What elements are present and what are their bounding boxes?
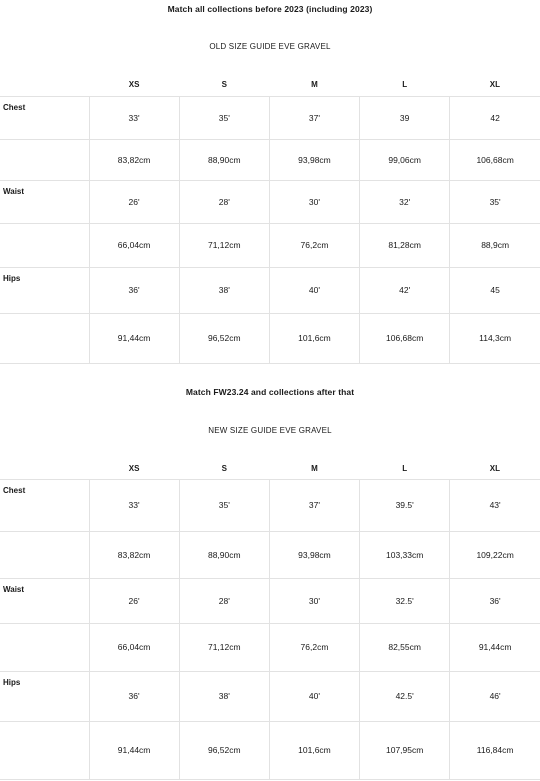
table-cell: 39 xyxy=(360,96,450,139)
table-cell: 71,12cm xyxy=(179,223,269,267)
table-cell: 45 xyxy=(450,267,540,313)
table-cell: 66,04cm xyxy=(89,223,179,267)
table-cell: 26' xyxy=(89,180,179,223)
old-section-heading: Match all collections before 2023 (including 2023) xyxy=(167,4,373,14)
table-cell: 35' xyxy=(450,180,540,223)
table-cell: 66,04cm xyxy=(89,623,179,671)
table-row xyxy=(0,267,540,313)
table-cell: 88,90cm xyxy=(179,139,269,180)
table-row xyxy=(0,223,540,267)
size-header-row xyxy=(0,458,540,479)
table-cell: 28' xyxy=(179,578,269,623)
table-cell: 36' xyxy=(450,578,540,623)
table-cell: 91,44cm xyxy=(89,721,179,779)
measure-label-hips: Hips xyxy=(0,671,89,721)
table-cell: 88,90cm xyxy=(179,531,269,578)
measure-label-empty xyxy=(0,531,89,578)
new-size-table xyxy=(0,458,540,780)
table-cell: 28' xyxy=(179,180,269,223)
table-cell: 71,12cm xyxy=(179,623,269,671)
measure-label-empty xyxy=(0,313,89,363)
table-cell: 101,6cm xyxy=(269,313,359,363)
table-cell: 93,98cm xyxy=(269,139,359,180)
table-cell: 36' xyxy=(89,267,179,313)
table-cell: 101,6cm xyxy=(269,721,359,779)
table-row xyxy=(0,623,540,671)
table-cell: 91,44cm xyxy=(450,623,540,671)
table-cell: 33' xyxy=(89,96,179,139)
table-cell: 30' xyxy=(269,180,359,223)
table-cell: 32.5' xyxy=(360,578,450,623)
table-cell: 109,22cm xyxy=(450,531,540,578)
table-cell: 46' xyxy=(450,671,540,721)
table-cell: 83,82cm xyxy=(89,531,179,578)
table-cell: 43' xyxy=(450,479,540,531)
table-cell: 39.5' xyxy=(360,479,450,531)
table-cell: 96,52cm xyxy=(179,313,269,363)
measure-label-empty xyxy=(0,721,89,779)
size-header-row xyxy=(0,74,540,96)
table-row xyxy=(0,313,540,363)
table-cell: 33' xyxy=(89,479,179,531)
table-cell: 35' xyxy=(179,479,269,531)
measure-label-empty xyxy=(0,139,89,180)
size-header-empty xyxy=(0,74,89,96)
table-cell: 114,3cm xyxy=(450,313,540,363)
table-row xyxy=(0,96,540,139)
table-row xyxy=(0,531,540,578)
size-header-xl: XL xyxy=(489,80,500,90)
table-row xyxy=(0,479,540,531)
size-header-s: S xyxy=(221,80,227,90)
measure-label-waist: Waist xyxy=(0,578,89,623)
table-cell: 38' xyxy=(179,671,269,721)
table-cell: 99,06cm xyxy=(360,139,450,180)
table-cell: 82,55cm xyxy=(360,623,450,671)
new-size-guide-title: NEW SIZE GUIDE EVE GRAVEL xyxy=(208,426,332,435)
measure-label-waist: Waist xyxy=(0,180,89,223)
table-cell: 32' xyxy=(360,180,450,223)
measure-label-chest: Chest xyxy=(0,96,89,139)
measure-label-empty xyxy=(0,623,89,671)
size-header-xs: XS xyxy=(128,80,140,90)
table-cell: 35' xyxy=(179,96,269,139)
table-cell: 106,68cm xyxy=(360,313,450,363)
table-cell: 42' xyxy=(360,267,450,313)
table-cell: 76,2cm xyxy=(269,623,359,671)
table-cell: 83,82cm xyxy=(89,139,179,180)
table-cell: 107,95cm xyxy=(360,721,450,779)
table-cell: 42.5' xyxy=(360,671,450,721)
size-header-s: S xyxy=(221,463,227,473)
table-cell: 42 xyxy=(450,96,540,139)
table-cell: 30' xyxy=(269,578,359,623)
new-section-heading: Match FW23.24 and collections after that xyxy=(185,387,355,397)
table-cell: 96,52cm xyxy=(179,721,269,779)
table-cell: 37' xyxy=(269,96,359,139)
table-row xyxy=(0,671,540,721)
table-cell: 37' xyxy=(269,479,359,531)
table-cell: 38' xyxy=(179,267,269,313)
measure-label-chest: Chest xyxy=(0,479,89,531)
size-header-empty xyxy=(0,458,89,479)
table-row xyxy=(0,139,540,180)
measure-label-hips: Hips xyxy=(0,267,89,313)
table-cell: 106,68cm xyxy=(450,139,540,180)
measure-label-empty xyxy=(0,223,89,267)
table-cell: 40' xyxy=(269,267,359,313)
size-header-m: M xyxy=(311,463,318,473)
old-size-table xyxy=(0,74,540,364)
table-row xyxy=(0,180,540,223)
table-cell: 36' xyxy=(89,671,179,721)
size-header-l: L xyxy=(402,463,408,473)
table-cell: 40' xyxy=(269,671,359,721)
table-cell: 76,2cm xyxy=(269,223,359,267)
table-cell: 81,28cm xyxy=(360,223,450,267)
size-header-xs: XS xyxy=(128,463,140,473)
size-header-l: L xyxy=(402,80,408,90)
table-cell: 88,9cm xyxy=(450,223,540,267)
table-cell: 91,44cm xyxy=(89,313,179,363)
table-cell: 26' xyxy=(89,578,179,623)
table-cell: 103,33cm xyxy=(360,531,450,578)
table-row xyxy=(0,721,540,779)
table-cell: 116,84cm xyxy=(450,721,540,779)
size-header-xl: XL xyxy=(489,463,500,473)
table-cell: 93,98cm xyxy=(269,531,359,578)
table-row xyxy=(0,578,540,623)
size-header-m: M xyxy=(311,80,318,90)
old-size-guide-title: OLD SIZE GUIDE EVE GRAVEL xyxy=(209,42,331,51)
